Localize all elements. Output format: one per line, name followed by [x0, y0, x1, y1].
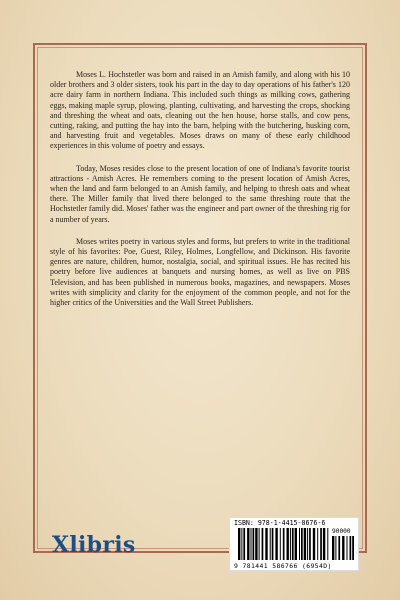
paragraph-biography: Moses L. Hochstetler was born and raised in an Amish family, and along with his 10 older brothers and 3 older sisters, took his part in the day to day operations of his father's 120 acre dairy farm in northern Indiana. This included such things as milking cows, gathering eggs, making maple syrup, plowing, planting, cultivating, and harvesting the crops, shocking and threshing the wheat and oats, cleaning out the hen house, horse stalls, and cow pens, cutting, raking, and putting the hay into the barn, helping with the butchering, husking corn, and harvesting fruit and vegetables. Moses draws on many of these early childhood experiences in this volume of poetry and essays.	[50, 70, 350, 151]
paragraph-amish-acres: Today, Moses resides close to the present location of one of Indiana's favorite tourist attractions - Amish Acres. He remembers coming to the present location of Amish Acres, when the land and farm belonged to an Amish family, and helping to thresh oats and wheat there. The Miller family that lived there belonged to the same threshing route that the Hochstetler family did. Moses' father was the engineer and part owner of the threshing rig for a number of years.	[50, 163, 350, 224]
price-code: 90000	[332, 528, 351, 535]
back-cover-text	[50, 70, 350, 320]
barcode-digits: 9 781441 586766 (6954D)	[234, 562, 332, 570]
barcode-bars	[238, 528, 330, 560]
isbn-label: ISBN: 978-1-4415-8676-6	[234, 519, 326, 527]
price-barcode	[332, 536, 354, 560]
paragraph-poetry-style: Moses writes poetry in various styles and forms, but prefers to write in the traditional style of his favorites: Poe, Guest, Riley, Holmes, Longfellow, and Dickinson. His favorite genres are nature, children, humor, nostalgia, social, and spiritual issues. He has recited his poetry before live audiences at banquets and nursing homes, as well as live on PBS Television, and has been published in numerous books, magazines, and newspapers. Moses writes with simplicity and clarity for the enjoyment of the common people, and not for the higher critics of the Universities and the Wall Street Publishers.	[50, 236, 350, 308]
isbn-barcode	[229, 517, 359, 571]
xlibris-logo: Xlibris	[52, 532, 136, 558]
